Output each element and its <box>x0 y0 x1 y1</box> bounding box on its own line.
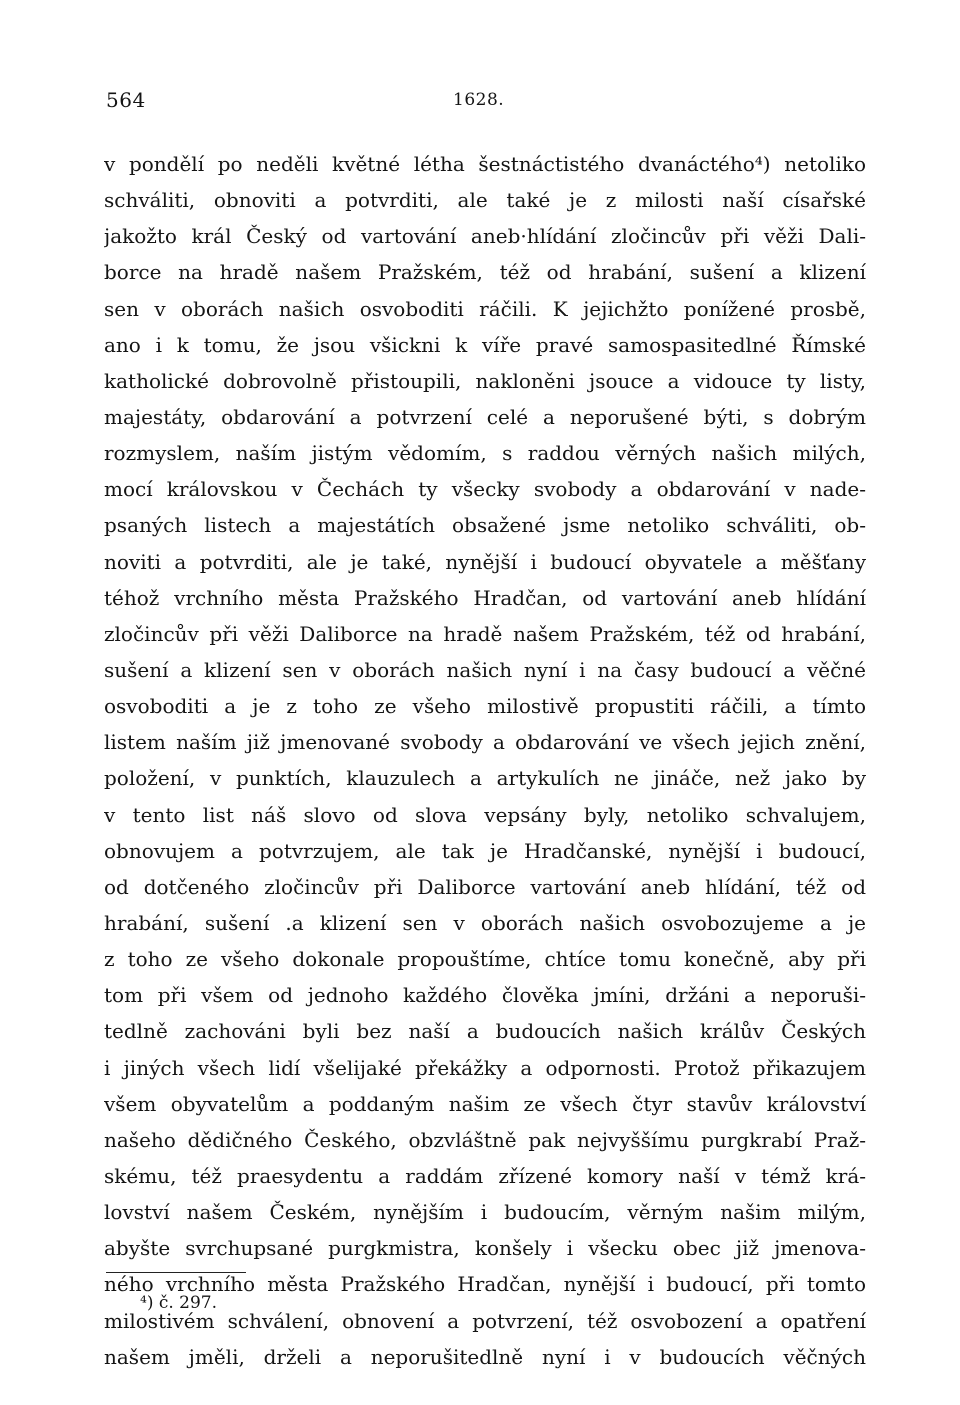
text-line: schváliti, obnoviti a potvrditi, ale také je z milosti naší císařské <box>104 188 866 213</box>
text-line: položení, v punktích, klauzulech a artykulích ne jináče, než jako by <box>104 766 866 791</box>
text-line: z toho ze všeho dokonale propouštíme, chtíce tomu konečně, aby při <box>104 947 866 972</box>
page-number: 564 <box>106 88 146 112</box>
text-line: obnovujem a potvrzujem, ale tak je Hradčanské, nynější i budoucí, <box>104 838 866 863</box>
text-line: našeho dědičného Českého, obzvláštně pak nejvyššímu purgkrabí Praž- <box>104 1127 866 1152</box>
text-line: psaných listech a majestátích obsažené jsme netoliko schváliti, ob- <box>104 513 866 538</box>
text-line: našem jměli, drželi a neporušitedlně nyní i v budoucích věčných <box>104 1344 866 1369</box>
running-head-year: 1628. <box>453 90 505 110</box>
footnote-divider <box>106 1272 246 1273</box>
text-line: od dotčeného zločincův při Daliborce vartování aneb hlídání, též od <box>104 874 866 899</box>
text-line: sušení a klizení sen v oborách našich nyní i na časy budoucí a věčné <box>104 657 866 682</box>
text-line: majestáty, obdarování a potvrzení celé a neporušené býti, s dobrým <box>104 404 866 429</box>
text-line: osvoboditi a je z toho ze všeho milostivě propustiti ráčili, a tímto <box>104 694 866 719</box>
text-line: ného vrchního města Pražského Hradčan, nynější i budoucí, při tomto <box>104 1272 866 1297</box>
text-line: skému, též praesydentu a raddám zřízené komory naší v témž krá- <box>104 1163 866 1188</box>
text-line: lovství našem Českém, nynějším i budoucím, věrným našim milým, <box>104 1200 866 1225</box>
text-line: všem obyvatelům a poddaným našim ze všech čtyr stavův království <box>104 1091 866 1116</box>
text-line: hrabání, sušení .a klizení sen v oborách našich osvobozujeme a je <box>104 910 866 935</box>
text-line: noviti a potvrditi, ale je také, nynější i budoucí obyvatele a měšťany <box>104 549 866 574</box>
text-line: abyšte svrchupsané purgkmistra, konšely i všecku obec již jmenova- <box>104 1236 866 1261</box>
text-line: jakožto král Český od vartování aneb·hlídání zločincův při věži Dali- <box>104 224 866 249</box>
text-line: tedlně zachováni byli bez naší a budoucích našich králův Českých <box>104 1019 866 1044</box>
text-line: v tento list náš slovo od slova vepsány byly, netoliko schvalujem, <box>104 802 866 827</box>
text-line: i jiných všech lidí všelijaké překážky a odpornosti. Protož přikazujem <box>104 1055 866 1080</box>
footnote: ⁴) č. 297. <box>140 1293 218 1313</box>
text-line: milostivém schválení, obnovení a potvrzení, též osvobození a opatření <box>104 1308 866 1333</box>
text-line: katholické dobrovolně přistoupili, nakloněni jsouce a vidouce ty listy, <box>104 368 866 393</box>
text-line: sen v oborách našich osvoboditi ráčili. K jejichžto ponížené prosbě, <box>104 296 866 321</box>
text-line: téhož vrchního města Pražského Hradčan, od vartování aneb hlídání <box>104 585 866 610</box>
text-line: v pondělí po neděli květné létha šestnáctistého dvanáctého⁴) netoliko <box>104 152 866 176</box>
text-line: mocí královskou v Čechách ty všecky svobody a obdarování v nade- <box>104 477 866 502</box>
text-line: borce na hradě našem Pražském, též od hrabání, sušení a klizení <box>104 260 866 285</box>
text-line: listem naším již jmenované svobody a obdarování ve všech jejich znění, <box>104 730 866 755</box>
text-line: tom při všem od jednoho každého člověka jmíni, držáni a neporuši- <box>104 983 866 1008</box>
text-line: rozmyslem, naším jistým vědomím, s raddou věrných našich milých, <box>104 441 866 466</box>
body-text <box>104 146 866 1375</box>
text-line: zločincův při věži Daliborce na hradě našem Pražském, též od hrabání, <box>104 621 866 646</box>
text-line: ano i k tomu, že jsou všickni k víře pravé samospasitedlné Římské <box>104 332 866 357</box>
